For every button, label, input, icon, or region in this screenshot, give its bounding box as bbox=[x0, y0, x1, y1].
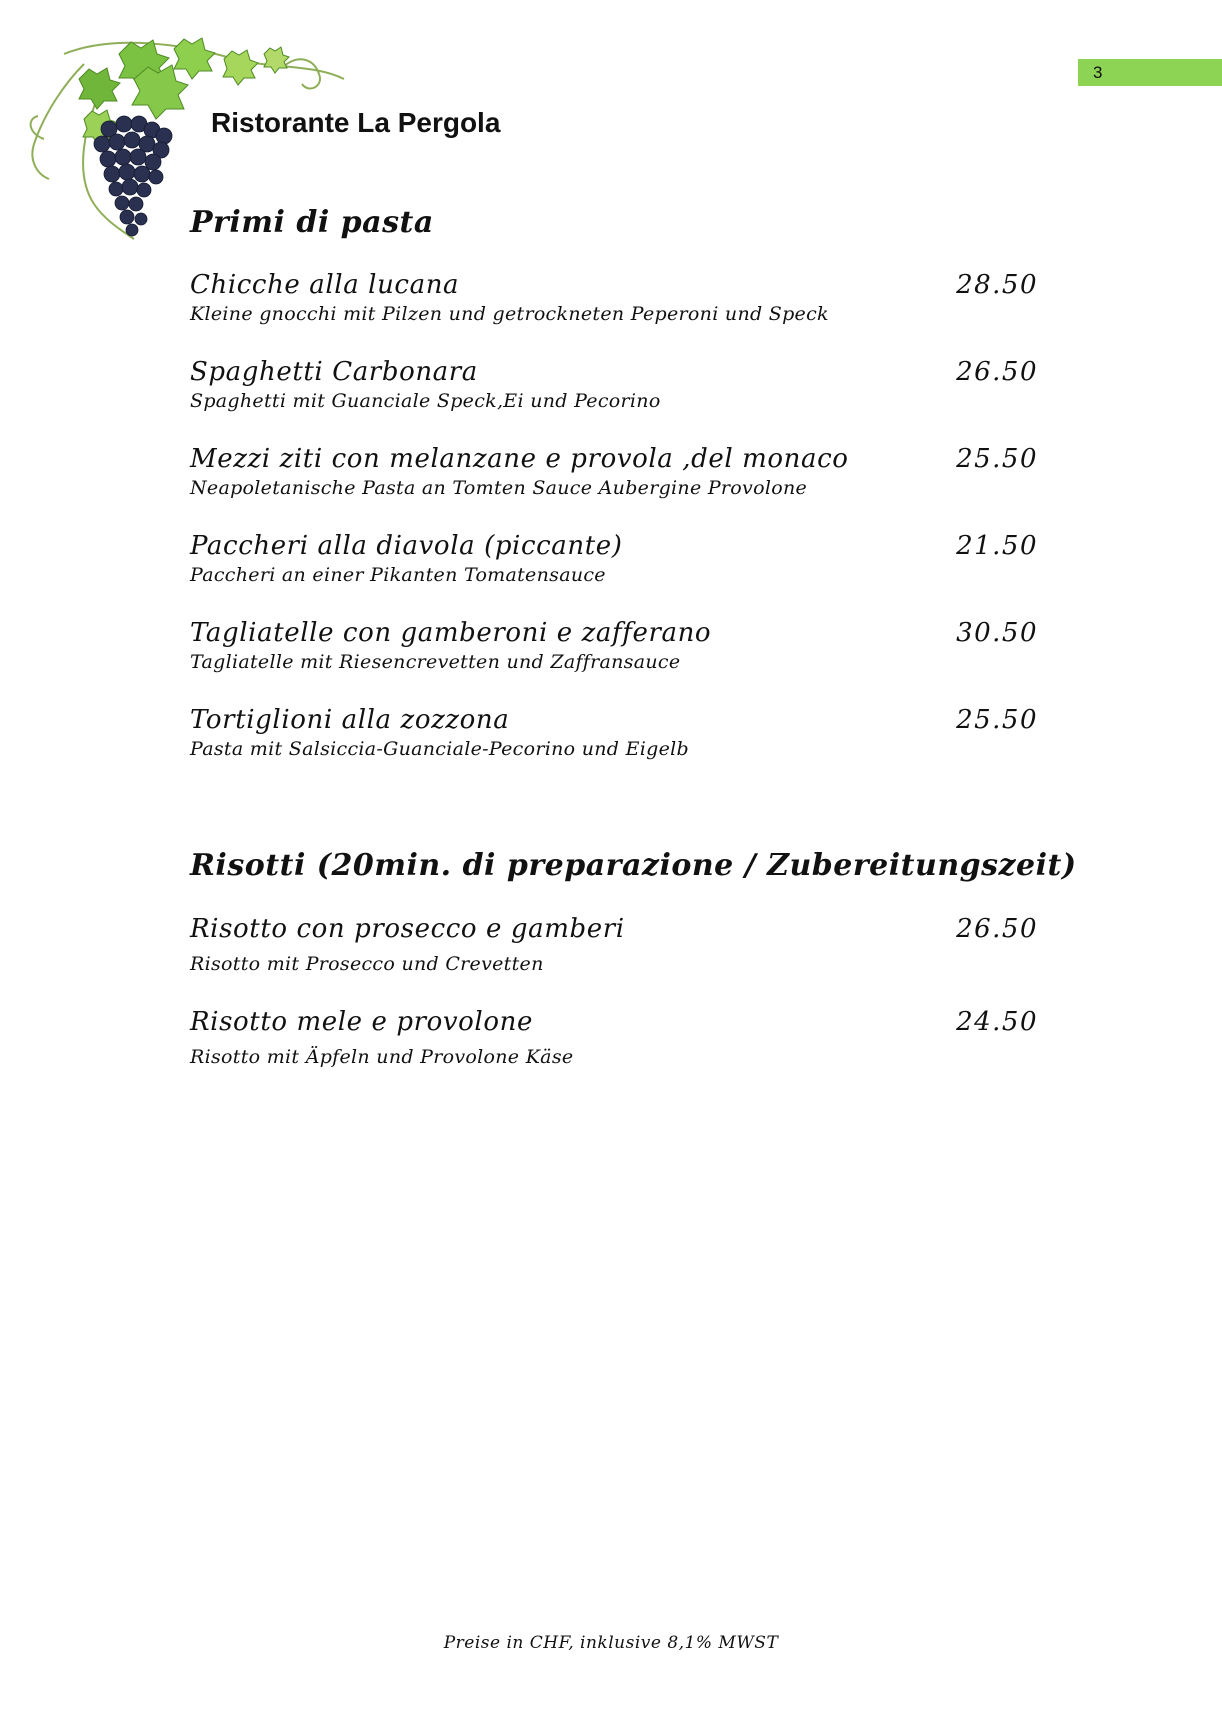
item-price: 21.50 bbox=[956, 531, 1038, 561]
item-price: 24.50 bbox=[956, 1007, 1038, 1037]
item-price: 30.50 bbox=[956, 618, 1038, 648]
page-number-tab bbox=[1078, 59, 1222, 86]
page-number: 3 bbox=[1093, 63, 1103, 82]
item-price: 25.50 bbox=[956, 705, 1038, 735]
item-name: Risotto con prosecco e gamberi bbox=[190, 914, 625, 944]
item-description: Kleine gnocchi mit Pilzen und getrockneten Peperoni und Speck bbox=[190, 303, 829, 325]
menu-item bbox=[190, 443, 1038, 501]
menu-item bbox=[190, 269, 1038, 327]
section-title-risotti: Risotti (20min. di preparazione / Zubereitungszeit) bbox=[190, 848, 1077, 883]
item-name: Tortiglioni alla zozzona bbox=[190, 705, 510, 735]
menu-item bbox=[190, 913, 1038, 977]
item-name: Chicche alla lucana bbox=[190, 270, 460, 300]
menu-item bbox=[190, 356, 1038, 414]
item-price: 28.50 bbox=[956, 270, 1038, 300]
item-name: Mezzi ziti con melanzane e provola ,del monaco bbox=[190, 444, 849, 474]
menu-item bbox=[190, 530, 1038, 588]
item-name: Risotto mele e provolone bbox=[190, 1007, 533, 1037]
item-description: Risotto mit Prosecco und Crevetten bbox=[190, 953, 544, 975]
section-title-primi: Primi di pasta bbox=[190, 205, 434, 240]
item-price: 25.50 bbox=[956, 444, 1038, 474]
menu-item bbox=[190, 704, 1038, 762]
item-description: Neapoletanische Pasta an Tomten Sauce Aubergine Provolone bbox=[190, 477, 808, 499]
menu-item bbox=[190, 617, 1038, 675]
item-description: Spaghetti mit Guanciale Speck,Ei und Pecorino bbox=[190, 390, 661, 412]
item-name: Paccheri alla diavola (piccante) bbox=[190, 531, 623, 561]
item-description: Risotto mit Äpfeln und Provolone Käse bbox=[190, 1046, 574, 1068]
menu-item bbox=[190, 1006, 1038, 1070]
item-price: 26.50 bbox=[956, 357, 1038, 387]
footer-note: Preise in CHF, inklusive 8,1% MWST bbox=[443, 1633, 779, 1653]
item-price: 26.50 bbox=[956, 914, 1038, 944]
item-description: Tagliatelle mit Riesencrevetten und Zaffransauce bbox=[190, 651, 681, 673]
item-name: Tagliatelle con gamberoni e zafferano bbox=[190, 618, 712, 648]
item-name: Spaghetti Carbonara bbox=[190, 357, 478, 387]
item-description: Paccheri an einer Pikanten Tomatensauce bbox=[190, 564, 606, 586]
restaurant-name: Ristorante La Pergola bbox=[211, 107, 501, 138]
item-description: Pasta mit Salsiccia-Guanciale-Pecorino und Eigelb bbox=[190, 738, 689, 760]
